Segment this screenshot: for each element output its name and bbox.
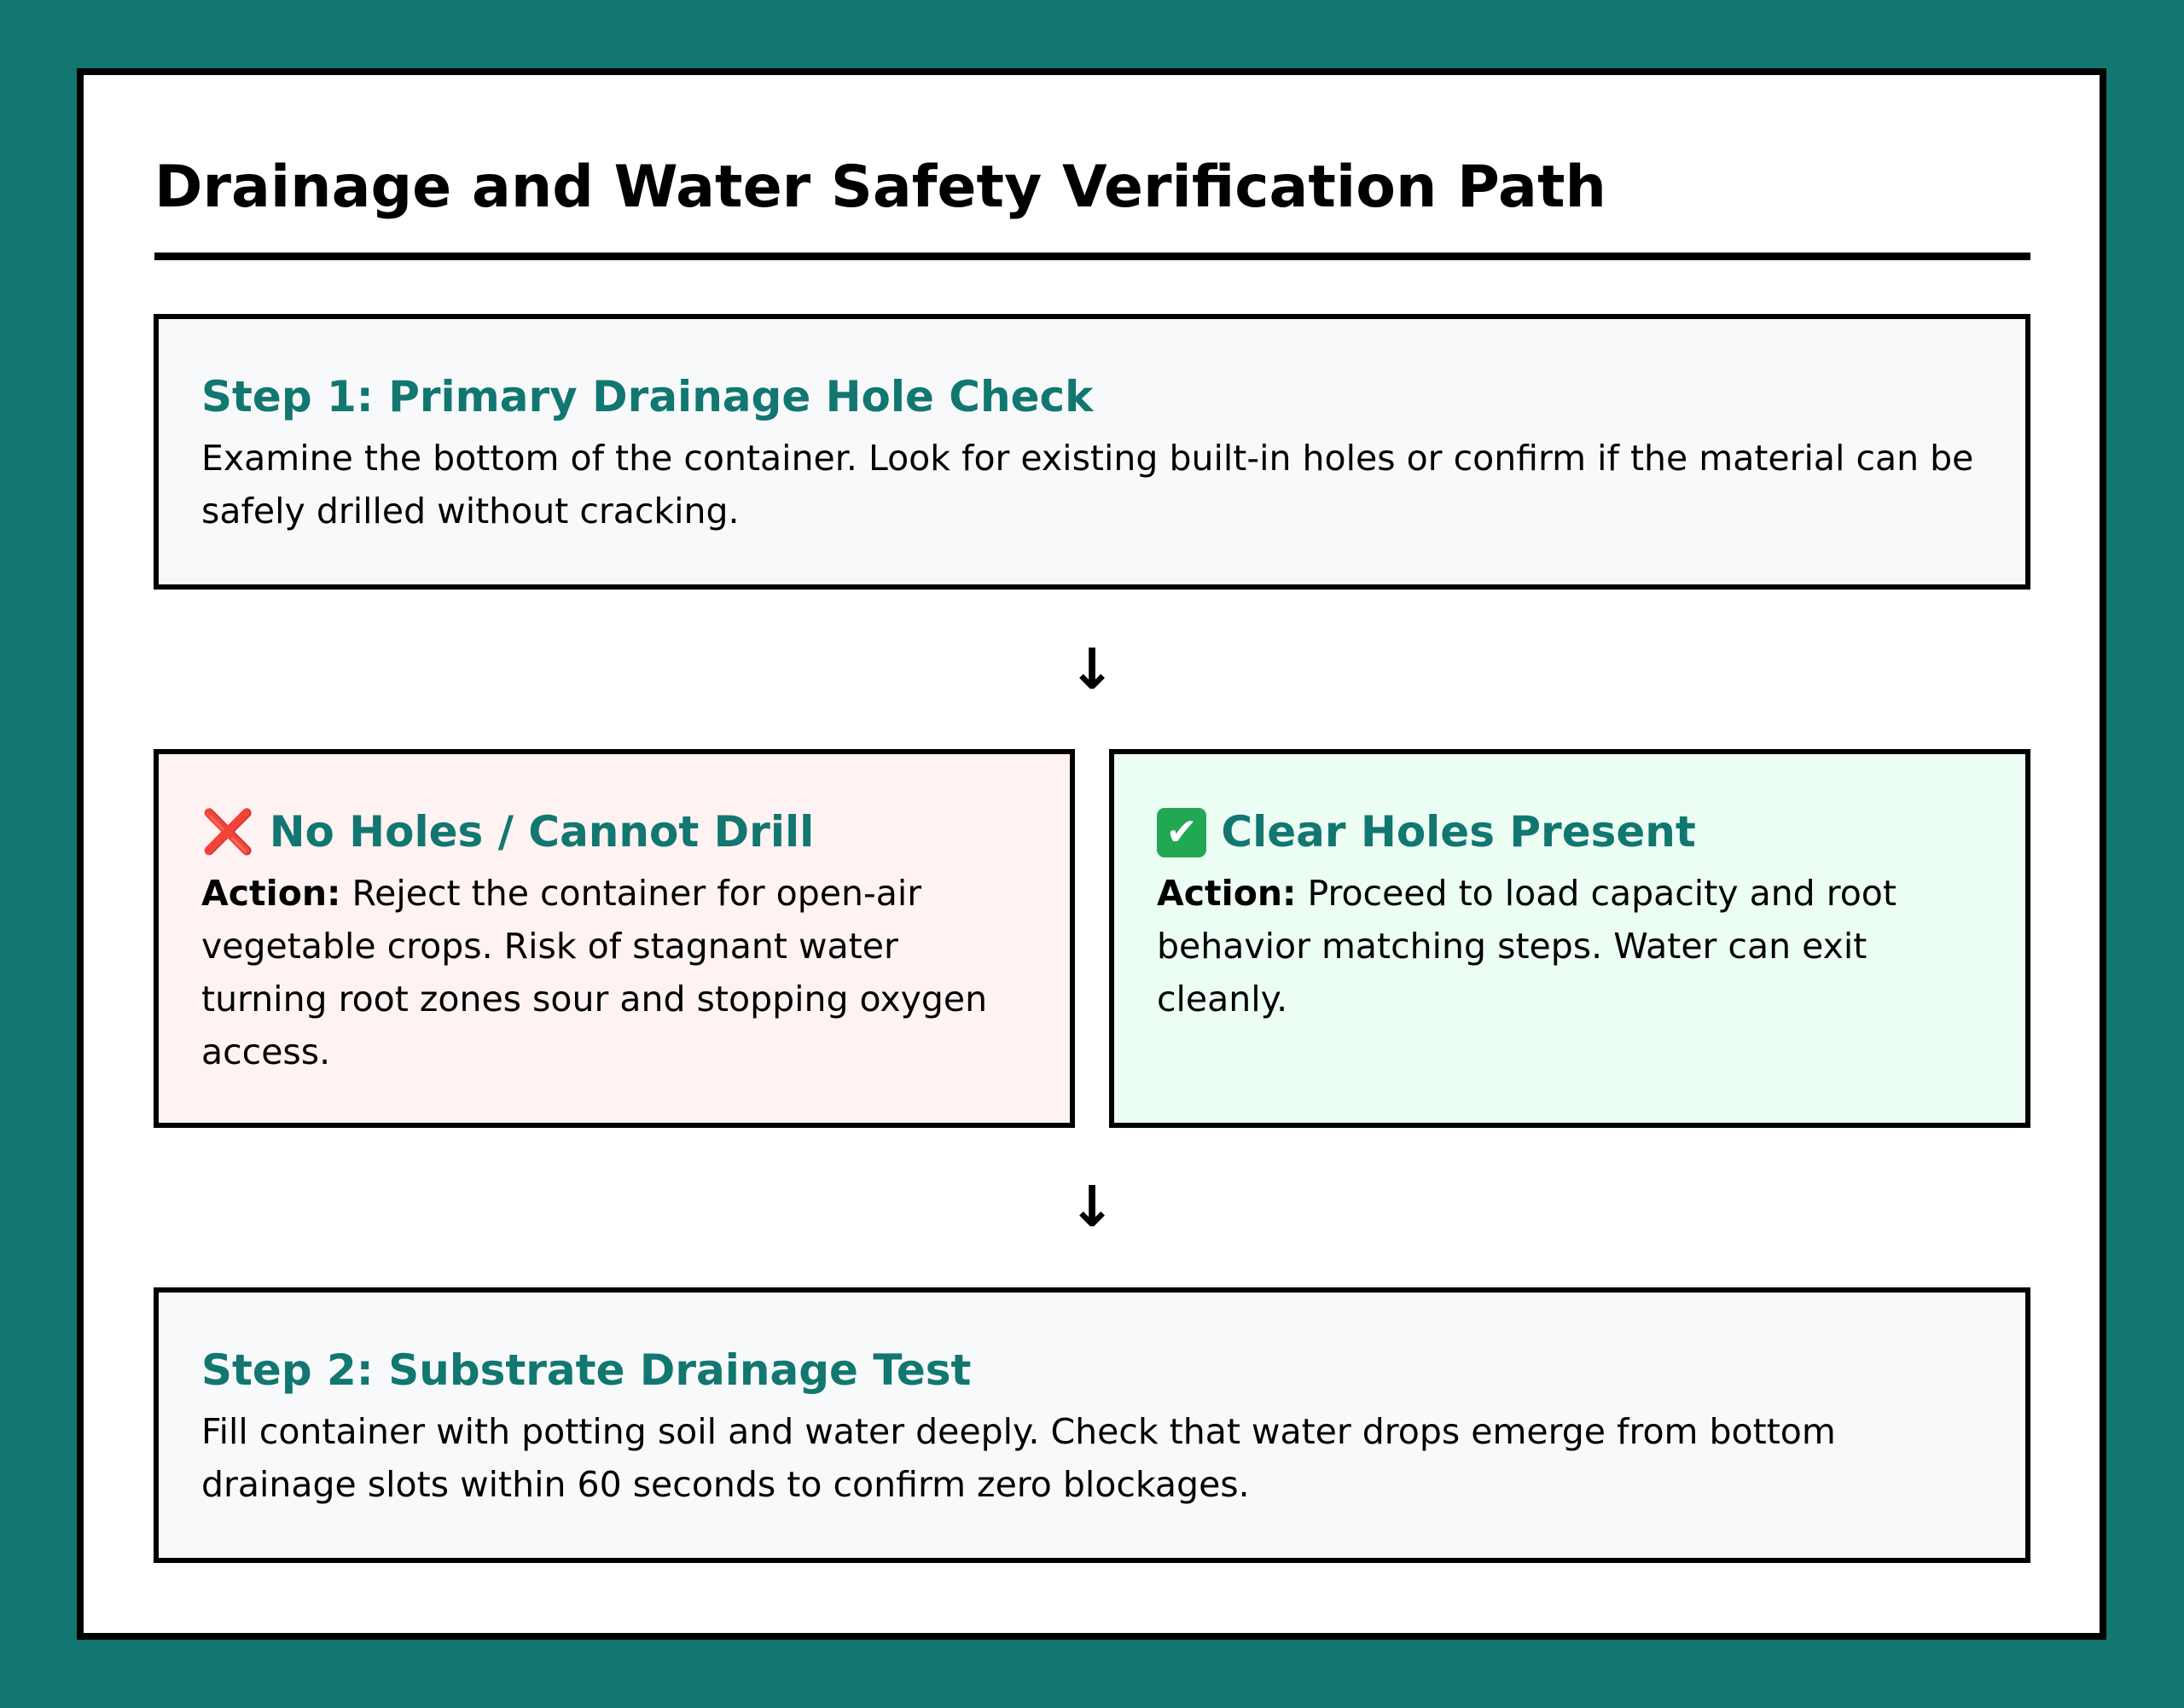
branch-clear-holes-box: [1109, 749, 2030, 1128]
step1-title: Step 1: Primary Drainage Hole Check: [201, 372, 1094, 421]
title-divider: [154, 253, 2030, 260]
down-arrow-icon: ↓: [1068, 1174, 1116, 1240]
action-label: Action:: [201, 873, 341, 914]
branch-no-holes-title: [201, 802, 1027, 862]
step2-title: Step 2: Substrate Drainage Test: [201, 1345, 972, 1395]
step2-text: Fill container with potting soil and water deeply. Check that water drops emerge from bottom drainage slots within 60 seconds to confirm zero blockages.: [201, 1411, 1836, 1505]
step2-box: [154, 1287, 2030, 1563]
branch-clear-holes-text: [1157, 867, 1983, 1025]
branch-no-holes-box: [154, 749, 1075, 1128]
action-label: Action:: [1157, 873, 1297, 914]
branch-no-holes-text: [201, 867, 1027, 1078]
branch-no-holes-label: No Holes / Cannot Drill: [269, 807, 815, 857]
branch-no-holes-action: Reject the container for open-air vegetable crops. Risk of stagnant water turning root zones sour and stopping oxygen access.: [201, 873, 988, 1072]
check-mark-icon: ✔: [1157, 808, 1206, 857]
branch-clear-holes-label: Clear Holes Present: [1221, 807, 1696, 857]
page-title: Drainage and Water Safety Verification Path: [154, 154, 1606, 221]
branch-clear-holes-action: Proceed to load capacity and root behavior matching steps. Water can exit cleanly.: [1157, 873, 1896, 1020]
cross-mark-icon: ❌: [201, 807, 255, 857]
down-arrow-icon: ↓: [1068, 636, 1116, 702]
branch-clear-holes-title: [1157, 802, 1983, 862]
step1-text: Examine the bottom of the container. Look for existing built-in holes or confirm if the material can be safely drilled without cracking.: [201, 438, 1974, 532]
step1-box: [154, 314, 2030, 590]
